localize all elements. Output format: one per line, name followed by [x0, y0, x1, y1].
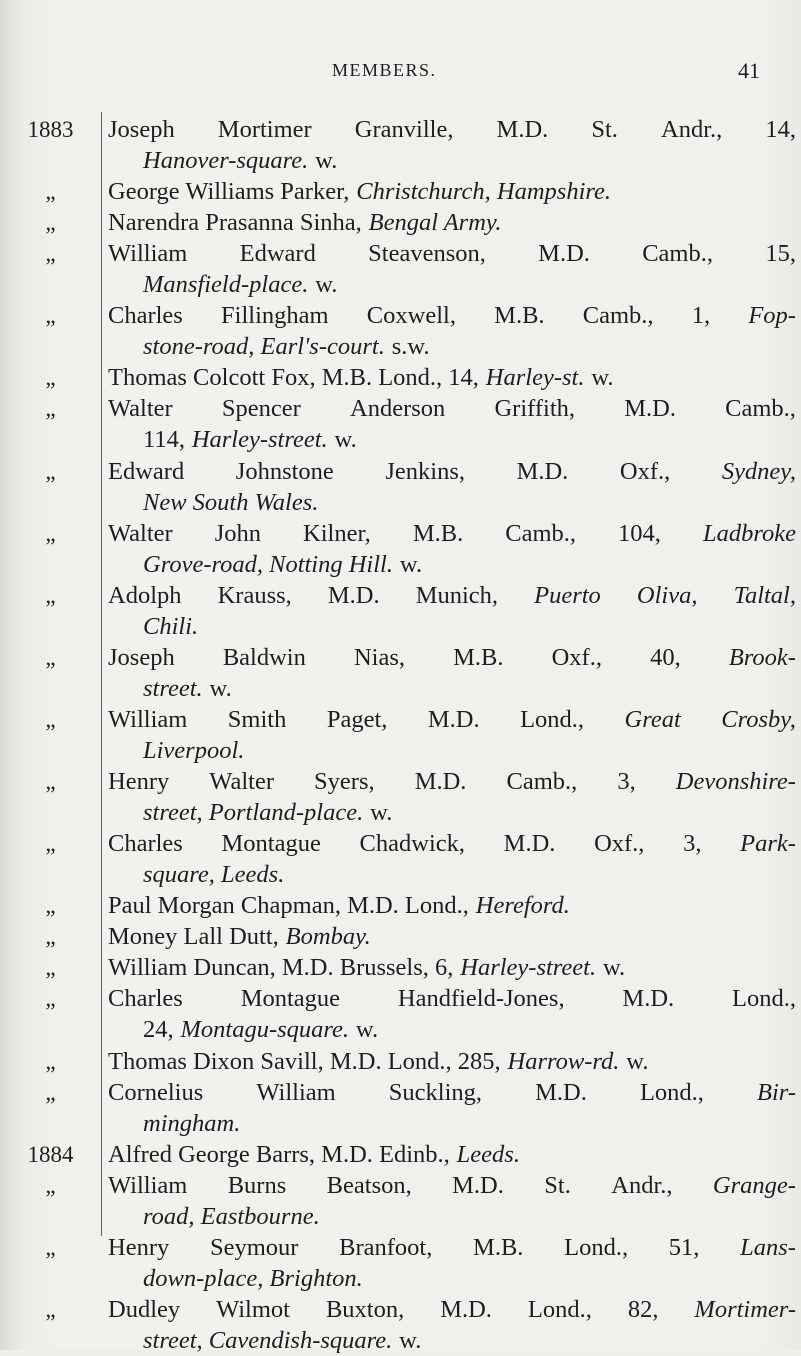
- address-word: Mortimer-: [694, 1295, 796, 1323]
- address-text: Leeds.: [456, 1140, 520, 1168]
- member-address-line: [143, 860, 796, 890]
- text-word: Fillingham: [221, 302, 329, 330]
- address-text: Hanover-square.: [143, 147, 309, 175]
- election-year: „: [45, 1172, 56, 1198]
- text-word: Lond.,: [732, 985, 796, 1013]
- election-year: „: [45, 986, 56, 1012]
- entry-text: w.: [315, 271, 338, 299]
- member-address-line: [143, 146, 796, 176]
- entry-text: w.: [602, 954, 626, 982]
- text-word: John: [214, 519, 262, 547]
- text-word: M.D.: [427, 706, 480, 733]
- member-address-line: [143, 425, 796, 455]
- text-word: Steavenson,: [368, 240, 486, 268]
- address-word: Fop-: [748, 302, 796, 330]
- text-word: Camb.,: [505, 519, 577, 547]
- text-word: M.D.: [624, 395, 676, 423]
- member-name-line: [108, 363, 796, 393]
- text-word: 40,: [650, 643, 681, 671]
- address-text: Grove-road, Notting Hill.: [143, 550, 393, 578]
- text-word: Jenkins,: [385, 457, 465, 485]
- member-name-line: [108, 891, 796, 921]
- text-word: 104,: [618, 519, 661, 547]
- election-year: „: [45, 458, 56, 484]
- entry-text: w.: [399, 550, 423, 578]
- election-year: „: [45, 769, 56, 795]
- text-word: Branfoot,: [339, 1233, 433, 1261]
- text-word: Charles: [108, 985, 183, 1013]
- text-word: Edward: [108, 457, 185, 485]
- address-text: New South Wales.: [143, 488, 319, 516]
- member-name-line: [108, 1233, 796, 1263]
- address-word: Great: [624, 706, 681, 733]
- member-name-line: [108, 519, 796, 549]
- text-word: Andr.,: [661, 116, 723, 143]
- text-word: Andr.,: [611, 1171, 673, 1199]
- election-year: „: [45, 1234, 56, 1260]
- address-text: Harley-street.: [460, 954, 597, 982]
- entry-text: s.w.: [391, 333, 430, 361]
- text-word: M.D.: [452, 1171, 504, 1199]
- address-text: mingham.: [143, 1109, 241, 1137]
- address-text: Hereford.: [475, 892, 570, 920]
- text-word: 82,: [627, 1295, 659, 1323]
- address-word: Puerto: [534, 581, 601, 609]
- text-word: M.B.: [453, 643, 504, 671]
- election-year: 1883: [27, 117, 74, 142]
- text-word: Lond.,: [564, 1233, 629, 1261]
- address-text: Bengal Army.: [368, 209, 502, 237]
- member-address-line: [143, 488, 796, 518]
- member-name-line: [108, 1295, 796, 1325]
- text-word: Buxton,: [325, 1295, 405, 1323]
- text-word: Walter: [108, 395, 173, 423]
- text-word: Joseph: [108, 116, 175, 143]
- address-text: stone-road, Earl's-court.: [143, 333, 385, 361]
- address-text: Montagu-square.: [180, 1016, 350, 1044]
- entry-text: William Duncan, M.D. Brussels, 6,: [108, 954, 454, 982]
- entry-text: Narendra Prasanna Sinha,: [108, 209, 362, 237]
- text-word: Seymour: [209, 1233, 299, 1261]
- election-year: „: [45, 831, 56, 857]
- text-word: Johnstone: [235, 457, 334, 485]
- member-name-line: [108, 984, 796, 1014]
- address-word: Oliva,: [636, 581, 698, 609]
- address-word: Grange-: [712, 1171, 796, 1199]
- address-text: street, Portland-place.: [143, 799, 364, 827]
- entry-text: Paul Morgan Chapman, M.D. Lond.,: [108, 892, 469, 920]
- text-word: Krauss,: [217, 581, 292, 609]
- text-word: M.D.: [538, 240, 590, 268]
- text-word: 3,: [617, 768, 636, 796]
- address-text: street, Cavendish-square.: [143, 1326, 393, 1354]
- text-word: Beatson,: [326, 1171, 412, 1199]
- member-address-line: [143, 1202, 796, 1232]
- entry-text: w.: [399, 1326, 422, 1354]
- text-word: Camb.,: [582, 302, 654, 330]
- election-year: „: [45, 893, 56, 919]
- text-word: Edward: [239, 240, 316, 268]
- election-year: „: [45, 179, 56, 205]
- member-name-line: [108, 643, 796, 673]
- election-year: „: [45, 1048, 56, 1074]
- entry-text: Alfred George Barrs, M.D. Edinb.,: [108, 1140, 450, 1168]
- address-text: street.: [143, 674, 203, 702]
- address-text: Harrow-rd.: [507, 1047, 620, 1075]
- entry-text: Thomas Colcott Fox, M.B. Lond., 14,: [108, 364, 479, 392]
- text-word: M.D.: [622, 985, 675, 1013]
- address-text: down-place, Brighton.: [143, 1264, 363, 1292]
- text-word: Charles: [108, 830, 183, 858]
- text-word: Adolph: [108, 581, 182, 609]
- election-year: 1884: [27, 1141, 74, 1167]
- address-word: Brook-: [728, 643, 796, 671]
- election-year: „: [45, 365, 56, 391]
- election-year: „: [45, 303, 56, 329]
- text-word: Smith: [227, 706, 287, 733]
- text-word: Camb.,: [506, 768, 578, 796]
- member-address-line: [143, 1264, 796, 1294]
- member-address-line: [143, 1015, 796, 1045]
- address-text: square, Leeds.: [143, 861, 285, 889]
- member-name-line: [108, 705, 796, 735]
- member-address-line: [143, 736, 796, 766]
- text-word: Munich,: [415, 581, 499, 609]
- text-word: 14,: [765, 116, 796, 143]
- entry-text: 114,: [143, 426, 185, 454]
- address-word: Crosby,: [721, 706, 796, 733]
- text-word: M.D.: [496, 116, 549, 143]
- address-word: Ladbroke: [702, 519, 796, 547]
- address-text: Bombay.: [285, 923, 371, 951]
- member-name-line: [108, 1140, 796, 1170]
- address-word: Sydney,: [721, 457, 796, 485]
- text-word: M.B.: [412, 519, 464, 547]
- address-text: road, Eastbourne.: [143, 1202, 320, 1230]
- text-word: 1,: [691, 302, 711, 330]
- entry-text: w.: [334, 426, 357, 454]
- text-word: M.D.: [440, 1295, 492, 1323]
- address-word: Park-: [740, 830, 796, 858]
- text-word: 15,: [765, 240, 796, 268]
- text-word: Spencer: [221, 395, 301, 423]
- member-name-line: [108, 177, 796, 207]
- address-text: Christchurch, Hampshire.: [356, 178, 611, 206]
- running-title: MEMBERS.: [332, 60, 437, 80]
- member-name-line: [108, 829, 796, 859]
- text-word: William: [108, 1171, 188, 1199]
- text-word: Walter: [209, 768, 274, 796]
- entry-text: Thomas Dixon Savill, M.D. Lond., 285,: [108, 1047, 501, 1075]
- text-word: Coxwell,: [366, 302, 456, 330]
- member-name-line: [108, 208, 796, 238]
- text-word: St.: [591, 116, 618, 143]
- text-word: 51,: [668, 1233, 700, 1261]
- text-word: Paget,: [326, 706, 388, 733]
- text-word: Lond.,: [639, 1078, 704, 1106]
- text-word: Joseph: [108, 643, 175, 671]
- member-name-line: [108, 1171, 796, 1201]
- election-year: „: [45, 210, 56, 236]
- election-year: „: [45, 241, 56, 267]
- text-word: 3,: [683, 830, 702, 858]
- text-word: Camb.,: [725, 395, 796, 423]
- election-year: „: [45, 1296, 56, 1322]
- text-word: Anderson: [350, 395, 446, 423]
- member-address-line: [143, 674, 796, 704]
- entry-text: George Williams Parker,: [108, 178, 350, 206]
- member-name-line: [108, 1078, 796, 1108]
- member-name-line: [108, 457, 796, 487]
- address-text: Harley-street.: [191, 426, 328, 454]
- text-word: Montague: [221, 830, 321, 858]
- member-address-line: [143, 550, 796, 580]
- member-address-line: [143, 270, 796, 300]
- text-word: William: [256, 1078, 336, 1106]
- text-word: M.D.: [535, 1078, 587, 1106]
- election-year: „: [45, 1079, 56, 1105]
- member-address-line: [143, 798, 796, 828]
- entry-text: w.: [626, 1047, 649, 1075]
- text-word: Granville,: [354, 116, 454, 143]
- text-word: Cornelius: [108, 1078, 204, 1106]
- member-name-line: [108, 953, 796, 983]
- text-word: Lond.,: [527, 1295, 592, 1323]
- text-word: M.D.: [414, 768, 467, 796]
- text-word: M.B.: [473, 1233, 524, 1261]
- member-address-line: [143, 332, 796, 362]
- entry-text: w.: [355, 1016, 379, 1044]
- entry-text: w.: [591, 364, 614, 392]
- text-word: M.D.: [327, 581, 380, 609]
- election-year: „: [45, 707, 56, 732]
- election-year: „: [45, 955, 56, 981]
- text-word: Henry: [108, 1233, 170, 1261]
- text-word: Baldwin: [222, 643, 306, 671]
- address-text: Liverpool.: [143, 737, 245, 765]
- address-word: Devonshire-: [675, 768, 796, 796]
- entry-text: w.: [209, 674, 232, 702]
- text-word: William: [108, 240, 188, 268]
- address-word: Taltal,: [733, 581, 796, 609]
- member-name-line: [108, 394, 796, 424]
- text-word: Oxf.,: [594, 830, 645, 858]
- election-year: „: [45, 924, 56, 950]
- election-year: „: [45, 520, 56, 546]
- text-word: Lond.,: [520, 706, 585, 733]
- member-name-line: [108, 922, 796, 952]
- entry-text: w.: [370, 799, 393, 827]
- text-word: Oxf.,: [619, 457, 671, 485]
- member-name-line: [108, 767, 796, 797]
- election-year: „: [45, 582, 56, 608]
- member-address-line: [143, 612, 796, 642]
- text-word: Mortimer: [217, 116, 312, 143]
- member-name-line: [108, 1047, 796, 1077]
- member-name-line: [108, 581, 796, 611]
- text-word: Walter: [108, 519, 173, 547]
- address-word: Bir-: [757, 1078, 796, 1106]
- text-word: Nias,: [353, 643, 405, 671]
- address-text: Harley-st.: [485, 364, 585, 392]
- text-word: William: [108, 706, 188, 733]
- member-name-line: [108, 239, 796, 269]
- address-word: Lans-: [740, 1233, 796, 1261]
- member-address-line: [143, 1109, 796, 1139]
- address-text: Chili.: [143, 612, 199, 640]
- page-number: 41: [738, 58, 760, 83]
- election-year: „: [45, 396, 56, 422]
- member-address-line: [143, 1326, 796, 1356]
- text-word: M.D.: [516, 457, 569, 485]
- text-word: Oxf.,: [551, 643, 602, 671]
- entry-text: w.: [315, 147, 338, 175]
- text-word: M.D.: [503, 830, 556, 858]
- entry-text: 24,: [143, 1016, 174, 1044]
- election-year: „: [45, 644, 56, 670]
- text-word: Syers,: [314, 768, 375, 796]
- member-name-line: [108, 301, 796, 331]
- text-word: Montague: [240, 985, 341, 1013]
- text-word: Burns: [227, 1171, 287, 1199]
- entry-text: Money Lall Dutt,: [108, 923, 279, 951]
- text-word: Camb.,: [642, 240, 713, 268]
- text-word: Handfield-Jones,: [397, 985, 565, 1013]
- text-word: Chadwick,: [359, 830, 465, 858]
- text-word: M.B.: [494, 302, 545, 330]
- text-word: Kilner,: [303, 519, 371, 547]
- address-text: Mansfield-place.: [143, 271, 309, 299]
- text-word: Henry: [108, 768, 170, 796]
- text-word: Griffith,: [494, 395, 576, 423]
- text-word: Suckling,: [388, 1078, 483, 1106]
- text-word: Dudley: [108, 1295, 181, 1323]
- member-name-line: [108, 115, 796, 145]
- text-word: St.: [544, 1171, 571, 1199]
- text-word: Wilmot: [216, 1295, 290, 1323]
- text-word: Charles: [108, 302, 183, 330]
